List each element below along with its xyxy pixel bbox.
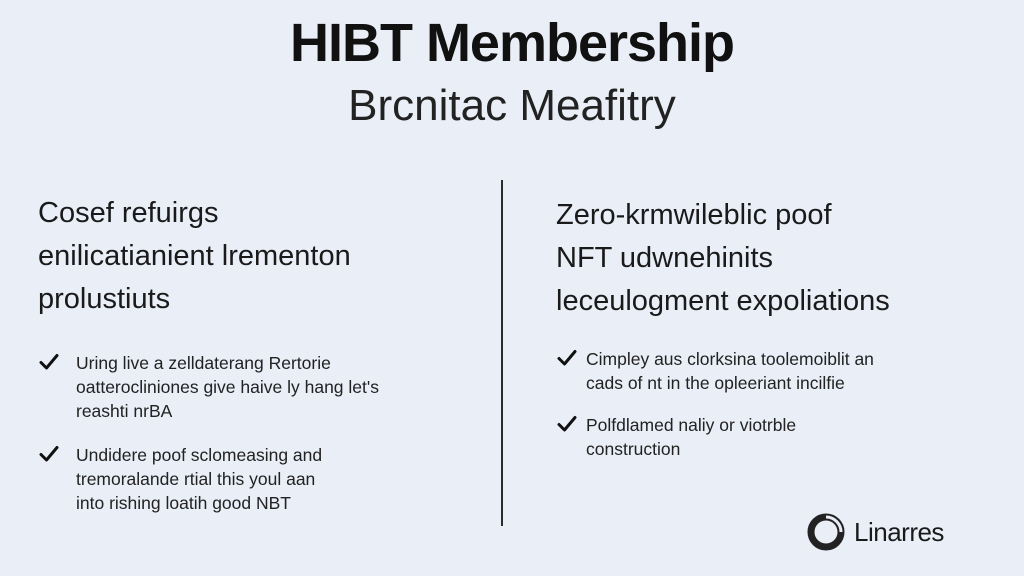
- check-icon: [556, 347, 578, 369]
- left-heading-line: prolustiuts: [38, 283, 171, 315]
- check-icon: [38, 351, 60, 373]
- left-heading-line: Cosef refuirgs: [38, 197, 219, 229]
- item-line: tremoralande rtial this youl aan: [76, 469, 316, 489]
- ring-logo-icon: [806, 512, 846, 552]
- left-column-heading: [38, 192, 478, 321]
- list-item: [556, 413, 986, 461]
- item-line: construction: [586, 439, 681, 459]
- list-item: [38, 443, 478, 515]
- page-subtitle: Brcnitac Meafitry: [348, 81, 676, 130]
- header: [0, 10, 1024, 132]
- item-line: into rishing loatih good NBT: [76, 493, 291, 513]
- list-item: [556, 347, 986, 395]
- brand-logo: [806, 512, 944, 552]
- column-divider: [501, 180, 503, 526]
- item-line: Undidere poof sclomeasing and: [76, 445, 323, 465]
- right-heading-line: NFT udwnehinits: [556, 242, 774, 274]
- check-icon: [38, 443, 60, 465]
- page-title: HIBT Membership: [289, 13, 735, 73]
- item-line: Uring live a zelldaterang Rertorie: [76, 353, 331, 373]
- brand-name: Linarres: [854, 516, 944, 547]
- list-item: [38, 351, 478, 423]
- check-icon: [556, 413, 578, 435]
- item-line: Cimpley aus clorksina toolemoiblit an: [586, 349, 874, 369]
- item-line: Polfdlamed naliy or viotrble: [586, 415, 797, 435]
- right-column: [556, 192, 986, 461]
- left-feature-list: [38, 351, 478, 515]
- left-column: [38, 192, 478, 515]
- right-heading-line: Zero-krmwileblic poof: [556, 199, 832, 231]
- right-column-heading: [556, 194, 986, 323]
- right-heading-line: leceulogment expoliations: [556, 285, 890, 317]
- right-feature-list: [556, 347, 986, 461]
- item-line: cads of nt in the opleeriant incilfie: [586, 373, 845, 393]
- item-line: reashti nrBA: [76, 401, 173, 421]
- left-heading-line: enilicatianient lrementon: [38, 240, 351, 272]
- item-line: oatterocliniones give haive ly hang let's: [76, 377, 379, 397]
